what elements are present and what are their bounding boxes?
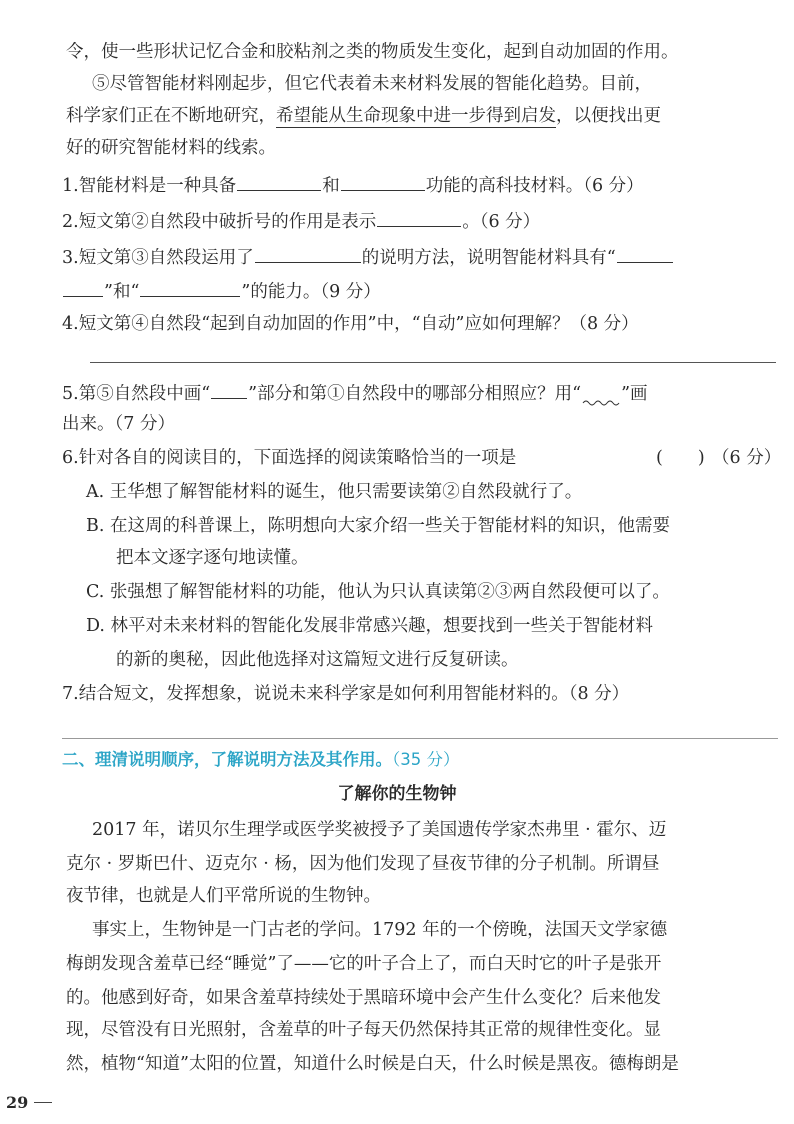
answer-line[interactable] (90, 362, 776, 363)
passage-text: ，以便找出更 (556, 106, 661, 126)
section-points: （35 分） (392, 750, 460, 769)
option-c[interactable]: C. 张强想了解智能材料的功能，他认为只认真读第②③两自然段便可以了。 (86, 582, 670, 602)
q1-text-a: 1.智能材料是一种具备 (62, 176, 237, 196)
passage-line (0, 104, 794, 128)
option-d-cont: 的新的奥秘，因此他选择对这篇短文进行反复研读。 (116, 650, 519, 670)
option-a[interactable]: A. 王华想了解智能材料的诞生，他只需要读第②自然段就行了。 (86, 482, 583, 502)
q2-text-a: 2.短文第②自然段中破折号的作用是表示 (62, 212, 377, 232)
page-number-dash (34, 1102, 52, 1103)
article-line: 2017 年，诺贝尔生理学或医学奖被授予了美国遗传学家杰弗里 · 霍尔、迈 (92, 820, 667, 840)
q5-text-c: ”画 (621, 384, 648, 404)
section-heading-text: 二、理清说明顺序，了解说明方法及其作用。 (62, 750, 392, 769)
passage-line: 令，使一些形状记忆合金和胶粘剂之类的物质发生变化，起到自动加固的作用。 (66, 42, 679, 62)
option-d[interactable]: D. 林平对未来材料的智能化发展非常感兴趣，想要找到一些关于智能材料 (86, 616, 654, 636)
answer-blank[interactable] (63, 278, 103, 297)
wavy-line-icon (581, 392, 621, 406)
article-line: 夜节律，也就是人们平常所说的生物钟。 (66, 886, 381, 906)
answer-blank[interactable] (377, 208, 461, 227)
passage-line: 好的研究智能材料的线索。 (66, 138, 276, 158)
q3-text-c: ”和“ (104, 282, 140, 302)
q3-text-d: ”的能力。（9 分） (241, 282, 381, 302)
answer-blank[interactable] (617, 244, 673, 263)
q1-text-c: 功能的高科技材料。（6 分） (425, 176, 644, 196)
q6-points: （6 分） (712, 448, 782, 468)
answer-blank[interactable] (140, 278, 240, 297)
option-b-cont: 把本文逐字逐句地读懂。 (116, 548, 309, 568)
q5-text-a: 5.第⑤自然段中画“ (62, 384, 211, 404)
answer-blank[interactable] (237, 172, 321, 191)
passage-text: 科学家们正在不断地研究， (66, 106, 276, 126)
underline-sample (211, 380, 247, 399)
q1-text-b: 和 (322, 176, 340, 196)
article-title: 了解你的生物钟 (337, 784, 457, 804)
question-5-cont: 出来。（7 分） (62, 414, 175, 434)
passage-line: ⑤尽管智能材料刚起步，但它代表着未来材料发展的智能化趋势。目前， (92, 74, 652, 94)
article-line: 克尔 · 罗斯巴什、迈克尔 · 杨，因为他们发现了昼夜节律的分子机制。所谓昼 (66, 854, 660, 874)
question-5 (0, 380, 794, 406)
answer-blank[interactable] (341, 172, 425, 191)
q3-text-a: 3.短文第③自然段运用了 (62, 248, 254, 268)
article-line: 事实上，生物钟是一门古老的学问。1792 年的一个傍晚，法国天文学家德 (92, 920, 668, 940)
page-number: 29 (6, 1093, 29, 1112)
question-3 (0, 244, 794, 270)
underlined-sentence: 希望能从生命现象中进一步得到启发 (276, 106, 556, 126)
question-1 (0, 172, 794, 198)
answer-blank[interactable] (255, 244, 361, 263)
question-2 (0, 208, 794, 234)
question-3-cont (0, 278, 794, 304)
question-4: 4.短文第④自然段“起到自动加固的作用”中，“自动”应如何理解？（8 分） (62, 314, 639, 334)
article-line: 然，植物“知道”太阳的位置，知道什么时候是白天，什么时候是黑夜。德梅朗是 (66, 1054, 679, 1074)
article-line: 现，尽管没有日光照射，含羞草的叶子每天仍然保持其正常的规律性变化。显 (66, 1020, 661, 1040)
q3-text-b: 的说明方法，说明智能材料具有“ (361, 248, 616, 268)
article-line: 梅朗发现含羞草已经“睡觉”了——它的叶子合上了，而白天时它的叶子是张开 (66, 954, 662, 974)
question-7: 7.结合短文，发挥想象，说说未来科学家是如何利用智能材料的。（8 分） (62, 684, 630, 704)
answer-paren[interactable]: ( ) (656, 448, 705, 468)
q6-text: 6.针对各自的阅读目的，下面选择的阅读策略恰当的一项是 (62, 448, 517, 468)
option-b[interactable]: B. 在这周的科普课上，陈明想向大家介绍一些关于智能材料的知识，他需要 (86, 516, 670, 536)
q5-text-b: ”部分和第①自然段中的哪部分相照应？用“ (248, 384, 582, 404)
q2-text-b: 。（6 分） (462, 212, 541, 232)
section-heading (62, 748, 460, 772)
article-line: 的。他感到好奇，如果含羞草持续处于黑暗环境中会产生什么变化？后来他发 (66, 988, 661, 1008)
section-divider (62, 738, 778, 739)
